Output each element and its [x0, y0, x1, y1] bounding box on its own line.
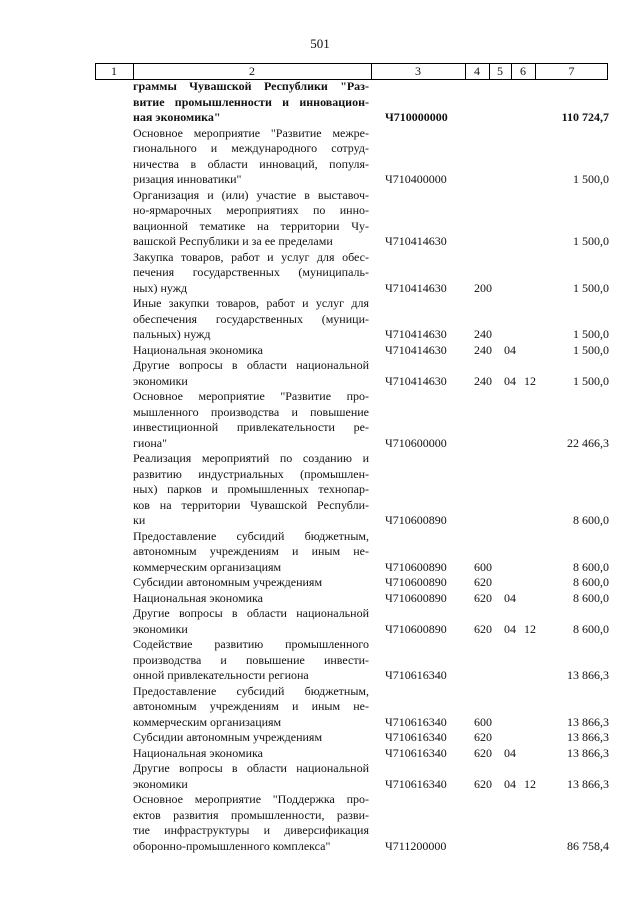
header-col-4: 4	[474, 64, 480, 78]
row-description	[133, 389, 369, 451]
description-line: Иные закупки товаров, работ и услуг для	[133, 296, 369, 310]
table-row	[133, 591, 611, 607]
row-description	[133, 575, 369, 591]
expense-type: 240	[474, 327, 492, 341]
amount: 8 600,0	[573, 559, 609, 574]
description-line: ризация инноватики"	[133, 172, 242, 186]
expense-type: 240	[474, 373, 492, 388]
budget-table-body	[133, 79, 611, 854]
description-line: автономным учреждениям и иным не-	[133, 544, 369, 558]
table-row	[133, 250, 611, 297]
amount: 8 600,0	[573, 513, 609, 527]
amount: 8 600,0	[573, 575, 609, 589]
target-article-code: Ч711200000	[385, 838, 447, 853]
amount: 1 500,0	[573, 373, 609, 388]
header-col-5: 5	[497, 64, 503, 78]
target-article-code: Ч710616340	[385, 714, 447, 729]
table-row	[133, 79, 611, 126]
table-row	[133, 684, 611, 731]
description-line: ектов развития промышленности, разви-	[133, 807, 369, 822]
amount: 1 500,0	[573, 172, 609, 186]
description-line: Национальная экономика	[133, 745, 263, 760]
description-line: ных) парков и промышленных технопар-	[133, 482, 369, 496]
description-line: Предоставление субсидий бюджетным,	[133, 528, 369, 543]
table-row	[133, 637, 611, 684]
amount: 1 500,0	[573, 280, 609, 295]
row-description	[133, 250, 369, 297]
row-description	[133, 730, 369, 746]
row-description	[133, 637, 369, 684]
expense-type: 600	[474, 559, 492, 574]
description-line: Национальная экономика	[133, 342, 263, 357]
amount: 110 724,7	[561, 110, 609, 124]
description-line: витие промышленности и инновацион-	[133, 94, 369, 109]
amount: 1 500,0	[573, 234, 609, 248]
row-description	[133, 761, 369, 792]
table-row	[133, 606, 611, 637]
target-article-code: Ч710600890	[385, 621, 447, 636]
description-line: но-ярмарочных мероприятиях по инно-	[133, 203, 369, 217]
description-line: инвестиционной привлекательности ре-	[133, 420, 369, 434]
section-code: 04	[504, 373, 516, 388]
description-line: Субсидии автономным учреждениям	[133, 730, 323, 744]
target-article-code: Ч710600890	[385, 575, 447, 589]
description-line: оборонно-промышленного комплекса"	[133, 838, 331, 853]
description-line: гионального и международного сотруд-	[133, 141, 369, 155]
expense-type: 620	[474, 730, 492, 744]
amount: 1 500,0	[573, 342, 609, 357]
description-line: пальных) нужд	[133, 327, 211, 341]
table-row	[133, 529, 611, 576]
expense-type: 200	[474, 280, 492, 295]
expense-type: 620	[474, 621, 492, 636]
row-description	[133, 746, 369, 762]
row-description	[133, 79, 369, 126]
description-line: коммерческим организациям	[133, 559, 282, 574]
table-row	[133, 792, 611, 854]
target-article-code: Ч710600890	[385, 559, 447, 574]
table-row	[133, 343, 611, 359]
table-row	[133, 730, 611, 746]
row-description	[133, 792, 369, 854]
target-article-code: Ч710414630	[385, 234, 447, 248]
target-article-code: Ч710600890	[385, 590, 447, 605]
amount: 22 466,3	[567, 435, 609, 450]
table-header	[95, 63, 608, 80]
page-number: 501	[310, 36, 330, 51]
target-article-code: Ч710414630	[385, 327, 447, 341]
description-line: автономным учреждениям и иным не-	[133, 699, 369, 713]
section-code: 04	[504, 776, 516, 791]
row-description	[133, 684, 369, 731]
description-line: Субсидии автономным учреждениям	[133, 575, 323, 589]
row-description	[133, 591, 369, 607]
description-line: гиона"	[133, 435, 167, 450]
target-article-code: Ч710616340	[385, 776, 447, 791]
header-col-2: 2	[249, 64, 255, 78]
table-row	[133, 761, 611, 792]
description-line: вашской Республики и за ее пределами	[133, 234, 333, 248]
row-description	[133, 126, 369, 188]
target-article-code: Ч710000000	[385, 110, 448, 124]
amount: 1 500,0	[573, 327, 609, 341]
row-description	[133, 296, 369, 343]
amount: 13 866,3	[567, 668, 609, 682]
header-col-6: 6	[520, 64, 526, 78]
description-line: печения государственных (муниципаль-	[133, 265, 369, 279]
description-line: Закупка товаров, работ и услуг для обес-	[133, 249, 369, 264]
description-line: тие инфраструктуры и диверсификация	[133, 823, 369, 837]
row-description	[133, 529, 369, 576]
description-line: ничества в области инноваций, популя-	[133, 156, 369, 171]
description-line: коммерческим организациям	[133, 714, 282, 729]
expense-type: 600	[474, 714, 492, 729]
row-description	[133, 343, 369, 359]
target-article-code: Ч710600890	[385, 513, 447, 527]
description-line: Предоставление субсидий бюджетным,	[133, 683, 369, 698]
description-line: экономики	[133, 776, 188, 791]
description-line: Содействие развитию промышленного	[133, 637, 369, 651]
description-line: ная экономика"	[133, 110, 221, 124]
amount: 13 866,3	[567, 730, 609, 744]
header-col-1: 1	[111, 64, 117, 78]
description-line: ки	[133, 513, 146, 527]
description-line: Основное мероприятие "Развитие про-	[133, 389, 369, 403]
description-line: производства и повышение инвести-	[133, 652, 369, 667]
section-code: 04	[504, 621, 516, 636]
table-row	[133, 451, 611, 529]
table-row	[133, 126, 611, 188]
target-article-code: Ч710616340	[385, 745, 447, 760]
row-description	[133, 606, 369, 637]
description-line: Другие вопросы в области национальной	[133, 606, 369, 620]
table-row	[133, 746, 611, 762]
expense-type: 620	[474, 590, 492, 605]
section-code: 04	[504, 590, 516, 605]
table-row	[133, 358, 611, 389]
description-line: онной привлекательности региона	[133, 668, 309, 682]
target-article-code: Ч710400000	[385, 172, 447, 186]
description-line: Основное мероприятие "Поддержка про-	[133, 792, 369, 806]
description-line: развитию индустриальных (промышлен-	[133, 466, 369, 481]
target-article-code: Ч710414630	[385, 280, 447, 295]
section-code: 04	[504, 745, 516, 760]
header-col-7: 7	[568, 64, 575, 78]
description-line: Организация и (или) участие в выставоч-	[133, 187, 369, 202]
target-article-code: Ч710414630	[385, 373, 447, 388]
table-row	[133, 575, 611, 591]
amount: 13 866,3	[567, 745, 609, 760]
target-article-code: Ч710616340	[385, 668, 447, 682]
amount: 13 866,3	[567, 776, 609, 791]
row-description	[133, 358, 369, 389]
row-description	[133, 451, 369, 529]
description-line: экономики	[133, 621, 188, 636]
description-line: граммы Чувашской Республики "Раз-	[133, 79, 369, 93]
row-description	[133, 188, 369, 250]
subsection-code: 12	[524, 621, 536, 636]
description-line: обеспечения государственных (муници-	[133, 311, 369, 326]
section-code: 04	[504, 342, 516, 357]
amount: 8 600,0	[573, 590, 609, 605]
expense-type: 240	[474, 342, 492, 357]
target-article-code: Ч710414630	[385, 342, 447, 357]
expense-type: 620	[474, 776, 492, 791]
amount: 8 600,0	[573, 621, 609, 636]
subsection-code: 12	[524, 776, 536, 791]
description-line: Другие вопросы в области национальной	[133, 358, 369, 372]
description-line: Основное мероприятие "Развитие межре-	[133, 125, 369, 140]
amount: 86 758,4	[567, 838, 609, 853]
target-article-code: Ч710600000	[385, 435, 447, 450]
expense-type: 620	[474, 575, 492, 589]
target-article-code: Ч710616340	[385, 730, 447, 744]
table-row	[133, 296, 611, 343]
description-line: мышленного производства и повышение	[133, 404, 369, 419]
description-line: ков на территории Чувашской Республи-	[133, 497, 369, 512]
description-line: Реализация мероприятий по созданию и	[133, 451, 369, 465]
expense-type: 620	[474, 745, 492, 760]
subsection-code: 12	[524, 373, 536, 388]
table-row	[133, 188, 611, 250]
description-line: Национальная экономика	[133, 590, 263, 605]
amount: 13 866,3	[567, 714, 609, 729]
description-line: вационной тематике на территории Чу-	[133, 218, 369, 233]
header-col-3: 3	[415, 64, 421, 78]
description-line: ных) нужд	[133, 280, 188, 295]
description-line: экономики	[133, 373, 188, 388]
description-line: Другие вопросы в области национальной	[133, 761, 369, 775]
table-row	[133, 389, 611, 451]
